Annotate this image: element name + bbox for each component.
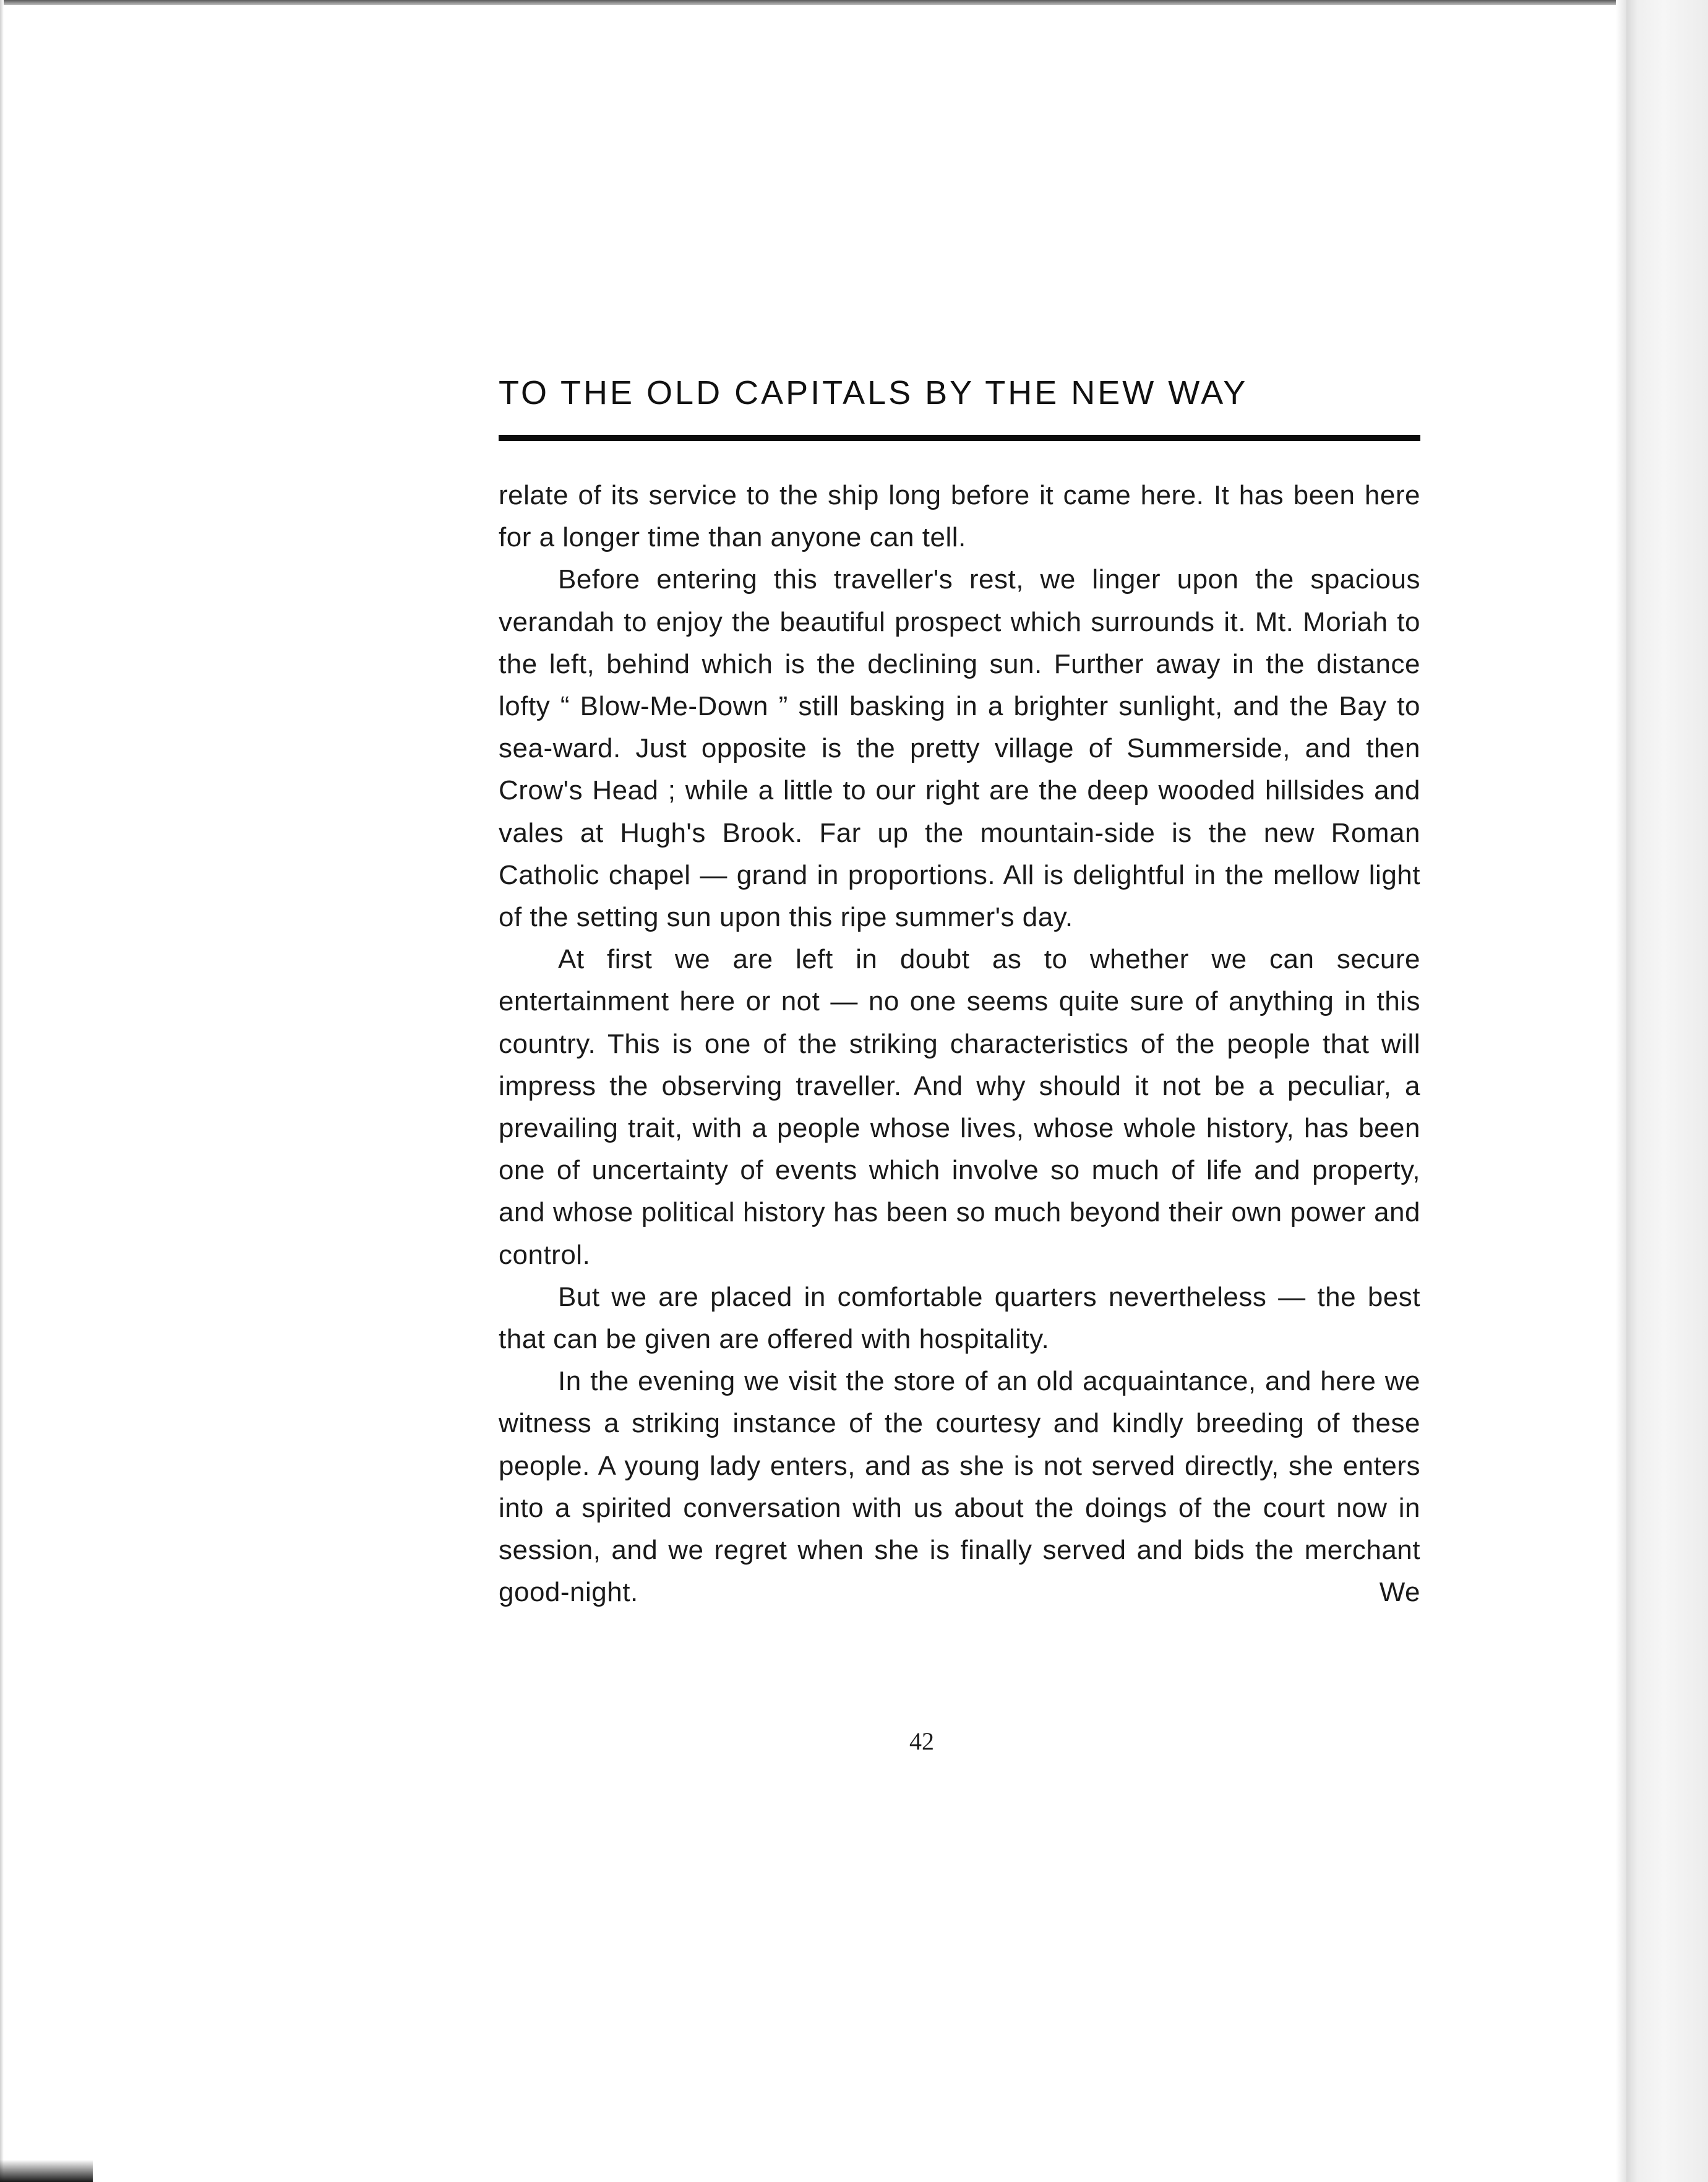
scan-right-margin — [1626, 0, 1708, 2182]
paragraph-quarters: But we are placed in comfortable quarters nevertheless — the best that can be given are offered with hospitality. — [499, 1281, 1420, 1355]
paragraph-continued: relate of its service to the ship long before it came here. It has been here for a longer time than anyone can tell. — [499, 480, 1420, 553]
paragraph-entertainment: At first we are left in doubt as to whether we can secure entertainment here or not — no one seems quite sure of anything in this country. This is one of the striking characteristics of the people that will impress the observing traveller. And why should it not be a peculiar, a prevailing trait, with a people whose lives, whose whole history, has been one of uncertainty of events which involve so much of life and property, and whose political history has been so much beyond their own power and control. — [499, 944, 1420, 1270]
paragraph-evening: In the evening we visit the store of an old acquaintance, and here we witness a striking instance of the courtesy and kindly breeding of these people. A young lady enters, and as she is not served directly, she enters into a spirited conversation with us about the doings of the court now in session, and we regret when she is finally served and bids the merchant good-night. We — [499, 1366, 1420, 1608]
scan-left-shadow — [0, 0, 4, 2182]
page-body — [499, 475, 1420, 1613]
running-head-title: TO THE OLD CAPITALS BY THE NEW WAY — [499, 374, 1248, 411]
header-rule — [499, 435, 1420, 441]
page-number: 42 — [909, 1727, 934, 1755]
paragraph-verandah: Before entering this traveller's rest, we linger upon the spacious verandah to enjoy the beautiful prospect which surrounds it. Mt. Moriah to the left, behind which is the declining sun. Further away in the distance lofty “ Blow-Me-Down ” still basking in a brighter sunlight, and the Bay to sea-ward. Just opposite is the pretty village of Summerside, and then Crow's Head ; while a little to our right are the deep wooded hillsides and vales at Hugh's Brook. Far up the mountain-side is the new Roman Catholic chapel — grand in proportions. All is delightful in the mellow light of the setting sun upon this ripe summer's day. — [499, 564, 1420, 933]
scan-top-edge — [0, 0, 1627, 5]
scan-bottom-corner — [0, 2160, 93, 2182]
scan-page-edge — [1616, 0, 1627, 2182]
